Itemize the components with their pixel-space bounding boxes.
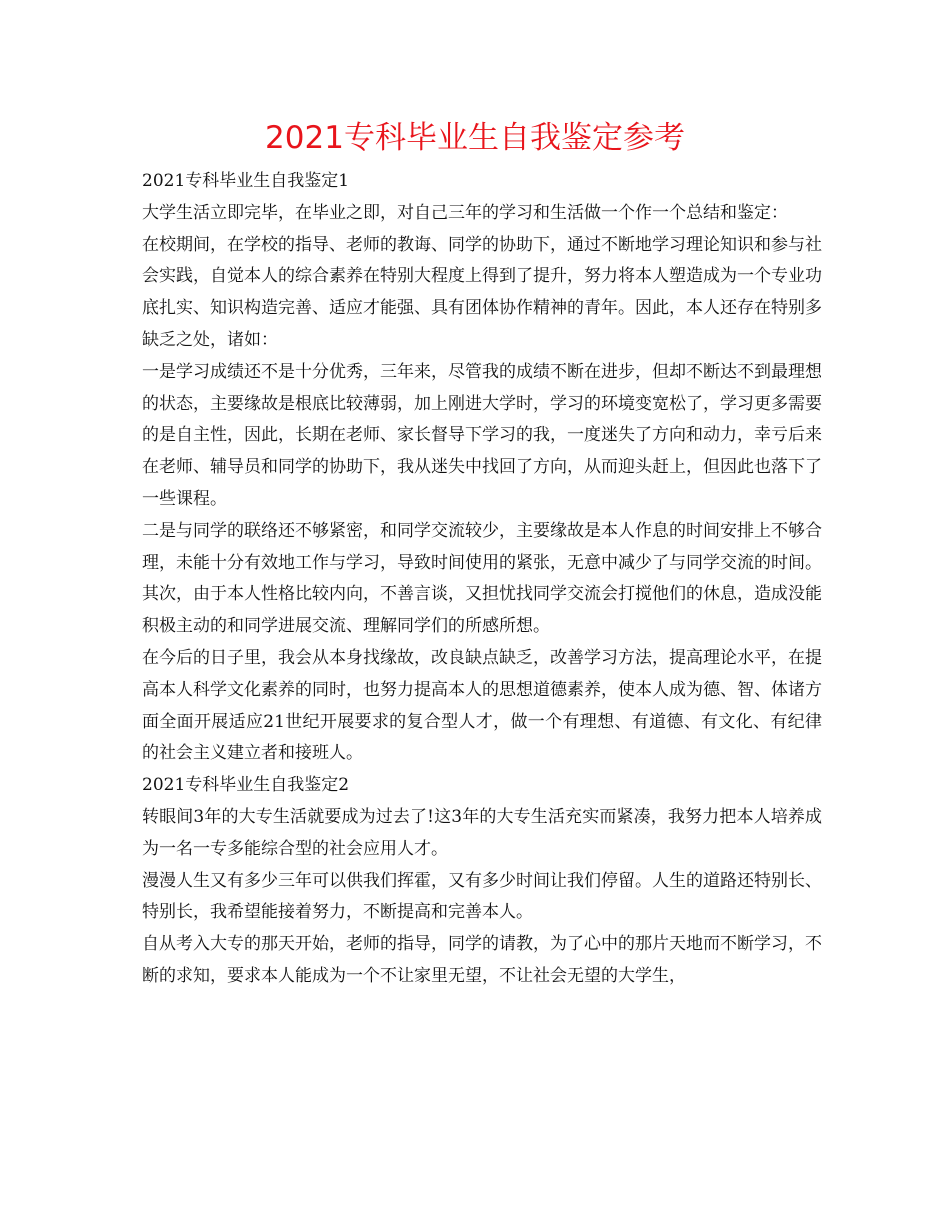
section-heading-1: 2021专科毕业生自我鉴定1 [142, 171, 350, 191]
paragraph: 大学生活立即完毕，在毕业之即，对自己三年的学习和生活做一个作一个总结和鉴定： [142, 202, 788, 223]
paragraph: 二是与同学的联络还不够紧密，和同学交流较少，主要缘故是本人作息的时间安排上不够合理，未能十分有效地工作与学习，导致时间使用的紧张，无意中减少了与同学交流的时间。其次，由于本人性格比较内向，不善言谈，又担忧找同学交流会打搅他们的休息，造成没能积极主动的和同学进展交流、理解同学们的所感所想。 [142, 520, 822, 637]
paragraph: 一是学习成绩还不是十分优秀，三年来，尽管我的成绩不断在进步，但却不断达不到最理想的状态，主要缘故是根底比较薄弱，加上刚进大学时，学习的环境变宽松了，学习更多需要的是自主性，因此，长期在老师、家长督导下学习的我，一度迷失了方向和动力，幸亏后来在老师、辅导员和同学的协助下，我从迷失中找回了方向，从而迎头赶上，但因此也落下了一些课程。 [142, 361, 822, 509]
document-title: 2021专科毕业生自我鉴定参考 [265, 120, 685, 156]
document-body [142, 166, 822, 993]
paragraph: 自从考入大专的那天开始，老师的指导，同学的请教，为了心中的那片天地而不断学习，不断的求知，要求本人能成为一个不让家里无望，不让社会无望的大学生， [142, 934, 822, 986]
paragraph: 漫漫人生又有多少三年可以供我们挥霍，又有多少时间让我们停留。人生的道路还特别长、特别长，我希望能接着努力，不断提高和完善本人。 [142, 870, 822, 923]
section-heading-2: 2021专科毕业生自我鉴定2 [142, 775, 350, 796]
paragraph: 在今后的日子里，我会从本身找缘故，改良缺点缺乏，改善学习方法，提高理论水平，在提高本人科学文化素养的同时，也努力提高本人的思想道德素养，使本人成为德、智、体诸方面全面开展适应21世纪开展要求的复合型人才，做一个有理想、有道德、有文化、有纪律的社会主义建立者和接班人。 [142, 647, 822, 764]
paragraph: 在校期间，在学校的指导、老师的教诲、同学的协助下，通过不断地学习理论知识和参与社会实践，自觉本人的综合素养在特别大程度上得到了提升，努力将本人塑造成为一个专业功底扎实、知识构造完善、适应才能强、具有团体协作精神的青年。因此，本人还存在特别多缺乏之处，诸如： [142, 234, 822, 350]
paragraph: 转眼间3年的大专生活就要成为过去了!这3年的大专生活充实而紧凑，我努力把本人培养成为一名一专多能综合型的社会应用人才。 [142, 806, 822, 859]
